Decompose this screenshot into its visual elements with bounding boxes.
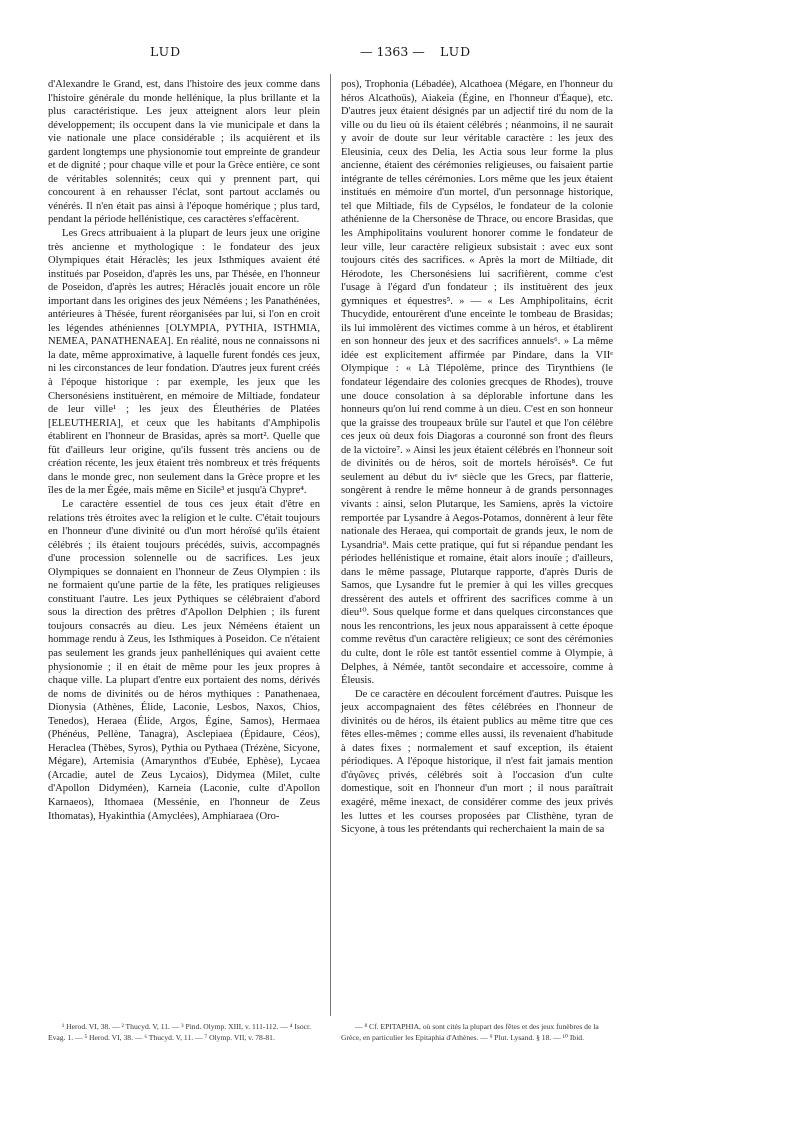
running-head-left: LUD — [150, 44, 182, 59]
left-paragraph-1: d'Alexandre le Grand, est, dans l'histoire des jeux comme dans l'histoire générale du monde hellénique, la plus brillante et la plus caractéristique. Les jeux atteignent alors leur plein développement; ils occupent dans la vie municipale et dans la vie nationale une place considérable ; ils acquièrent et ils gardent longtemps une physionomie tout empreinte de grandeur et de dignité ; pour chaque ville et pour la Grèce entière, ce sont de véritables solennités; ceux qui y prennent part, qui concourent à en rehausser l'éclat, sont partout acclamés ou vénérés. Il n'en était pas ainsi à l'époque homérique ; plus tard, pendant la période hellénistique, ces caractères s'effacèrent. — [48, 79, 320, 226]
footnotes-left — [48, 1022, 320, 1043]
running-head-right: LUD — [440, 44, 472, 59]
column-divider — [330, 74, 331, 1016]
footnote-text-right: — ⁸ Cf. EPITAPHIA, où sont cités la plupart des fêtes et des jeux funèbres de la Grèce, en particulier les Epitaphia d'Athènes. — ⁹ Plut. Lysand. § 18. — ¹⁰ Ibid. — [341, 1022, 599, 1042]
left-column — [48, 78, 320, 823]
right-column — [341, 78, 613, 837]
page-header — [0, 44, 800, 62]
left-paragraph-3: Le caractère essentiel de tous ces jeux était d'être en relations très étroites avec la religion et le culte. C'était toujours en l'honneur d'une divinité ou d'un mort héroïsé qu'ils étaient célébrés ; ils étaient toujours précédés, suivis, accompagnés d'une procession solennelle ou de sacrifices. Les jeux Olympiques se donnaient en l'honneur de Zeus Olympien : ils ne formaient qu'une partie de la fête, les pratiques religieuses constituant l'autre. Les jeux Pythiques se célébraient d'abord sous la direction des prêtres d'Apollon Delphien ; ils furent toujours consacrés au dieu. Les jeux Néméens étaient un hommage rendu à Zeus, les Isthmiques à Poseidon. Ce n'étaient pas seulement les grands jeux panhelléniques qui avaient cette physionomie ; il en était de même pour les jeux propres à chaque ville. La plupart d'entre eux portaient des noms, dérivés de noms de divinités ou de héros mythiques : Panathenaea, Dionysia (Athènes, Élide, Laconie, Lesbos, Naxos, Chios, Tenedos), Heraea (Élide, Argos, Égine, Samos), Hermaea (Phénéus, Pellène, Tanagra), Asclepiaea (Épidaure, Céos), Heraclea (Thèbes, Syros), Pythia ou Pythaea (Trézène, Sicyone, Mégare), Artemisia (Amarynthos d'Eubée, Ephèse), Lycaea (Arcadie, autel de Zeus Lycaios), Didymea (Milet, culte d'Apollon Didyméen), Karneia (Laconie, culte d'Apollon Karnaeos), Ithomaea (Messénie, en l'honneur de Zeus Ithomatas), Hyakinthia (Amyclées), Amphiaraea (Oro- — [48, 498, 320, 822]
page-number: — 1363 — — [360, 44, 425, 59]
right-paragraph-2: De ce caractère en découlent forcément d'autres. Puisque les jeux accompagnaient des fêtes célébrées en l'honneur de divinités ou de héros, ils étaient publics au même titre que ces fêtes elles-mêmes ; comme elles aussi, ils revenaient d'habitude à dates fixes ; normalement et sauf exception, ils étaient périodiques. A l'époque historique, il n'est fait jamais mention d'ἀγῶνες privés, célébrés soit à l'occasion d'un culte domestique, soit en l'honneur d'un mort ; il nous paraîtrait exagéré, même inexact, de considérer comme des jeux privés les luttes et les courses proposées par Clisthène, tyran de Sicyone, à tous les prétendants qui recherchaient la main de sa — [341, 688, 613, 836]
left-paragraph-2: Les Grecs attribuaient à la plupart de leurs jeux une origine très ancienne et mythologique : le fondateur des jeux Olympiques était Héraclès; les jeux Isthmiques avaient été institués par Poseidon, d'après les uns, par Thésée, en l'honneur de Poseidon, d'après les autres; Héraclès jouait encore un rôle important dans les origines des jeux Néméens ; les Panathénées, antérieures à Thésée, furent réorganisées par lui, si l'on en croit les légendes athéniennes [OLYMPIA, PYTHIA, ISTHMIA, NEMEA, PANATHENAEA]. En réalité, nous ne connaissons ni la date, même approximative, à laquelle furent fondés ces jeux, ni les circonstances de leur fondation. D'autres jeux furent créés à l'époque historique : par exemple, les jeux que les Chersonésiens instituèrent, en mémoire de Miltiade, fondateur de leur ville¹ ; les jeux des Éleuthéries de Platées [ELEUTHERIA], et ceux que les habitants d'Amphipolis établirent en l'honneur de Brasidas, après sa mort². Quelle que fût d'ailleurs leur origine, qu'ils fussent très anciens ou de création récente, les jeux étaient très nombreux et très fréquents dans le monde grec, non seulement dans la Grèce propre et les îles de la mer Égée, mais même en Sicile³ et jusqu'à Chypre⁴. — [48, 228, 320, 497]
right-paragraph-1: pos), Trophonia (Lébadée), Alcathoea (Mégare, en l'honneur du héros Alcathoüs), Aiakeia (Égine, en l'honneur d'Éaque), etc. D'autres jeux étaient désignés par un adjectif tiré du nom de la ville ou du lieu où ils étaient célébrés ; néanmoins, il ne saurait y avoir de doute sur leur véritable caractère : les jeux des Eleusinia, ceux des Delia, les Actia sous leur forme la plus ancienne, étaient des cérémonies religieuses, ou faisaient partie intégrante de telles cérémonies. Lors même que les jeux étaient institués en mémoire d'un mortel, d'un personnage historique, tel que Miltiade, fils de Cypsélos, le fondateur de la colonie athénienne de la Chersonèse de Thrace, ou encore Brasidas, que les Amphipolitains voulurent honorer comme le fondateur de leur ville, leur caractère religieux subsistait : avec eux sont toujours cités des sacrifices. « Après la mort de Miltiade, dit Hérodote, les Chersonésiens lui sacrifièrent, comme c'est l'usage à l'égard d'un fondateur ; ils instituèrent des jeux gymniques et équestres⁵. » — « Les Amphipolitains, écrit Thucydide, entourèrent d'une enceinte le tombeau de Brasidas; ils lui immolèrent des victimes comme à un héros, et établirent en son honneur des jeux et des sacrifices annuels⁶. » La même idée est explicitement affirmée par Pindare, dans la VIIᵉ Olympique : « Là Tlépolème, prince des Tirynthiens (le fondateur légendaire des colonies grecques de Rhodes), trouve une douce consolation à sa déplorable infortune dans les honneurs qu'on lui rend comme à un dieu. C'est en son honneur que la graisse des troupeaux brûle sur l'autel et que l'on célèbre ces jeux où deux fois Diagoras a couronné son front des fleurs de la victoire⁷. » Ainsi les jeux étaient célébrés en l'honneur soit de divinités ou de héros, soit de mortels héroïsés⁸. Ce fut seulement au début du ivᵉ siècle que les Grecs, par flatterie, songèrent à rendre le même honneur à de grands personnages vivants : ainsi, selon Plutarque, les Samiens, après la victoire remportée par Lysandre à Aegos-Potamos, donnèrent à leur fête nationale des Heraea, qui comportait de grands jeux, le nom de Lysandria⁹. Mais cette pratique, qui fut si répandue pendant les périodes hellénistique et romaine, était alors inouïe ; d'ailleurs, dans le même passage, Plutarque rapporte, d'après Duris de Samos, que Lysandre fut le premier à qui les villes grecques dressèrent des autels et offrirent des sacrifices comme à un dieu¹⁰. Sous quelque forme et dans quelques circonstances que nous les rencontrions, les jeux nous apparaissent à cette époque comme revêtus d'un caractère religieux; ce sont des cérémonies du culte, dont le rôle est tantôt essentiel comme à Olympie, à Delphes, à Némée, tantôt secondaire et accessoire, comme à Éleusis. — [341, 79, 613, 687]
footnotes-right — [341, 1022, 613, 1043]
footnote-text-left: ¹ Herod. VI, 38. — ² Thucyd. V, 11. — ³ Pind. Olymp. XIII, v. 111-112. — ⁴ Isocr. Evag. 1. — ⁵ Herod. VI, 38. — ⁶ Thucyd. V, 11. — ⁷ Olymp. VII, v. 78-81. — [48, 1022, 312, 1042]
